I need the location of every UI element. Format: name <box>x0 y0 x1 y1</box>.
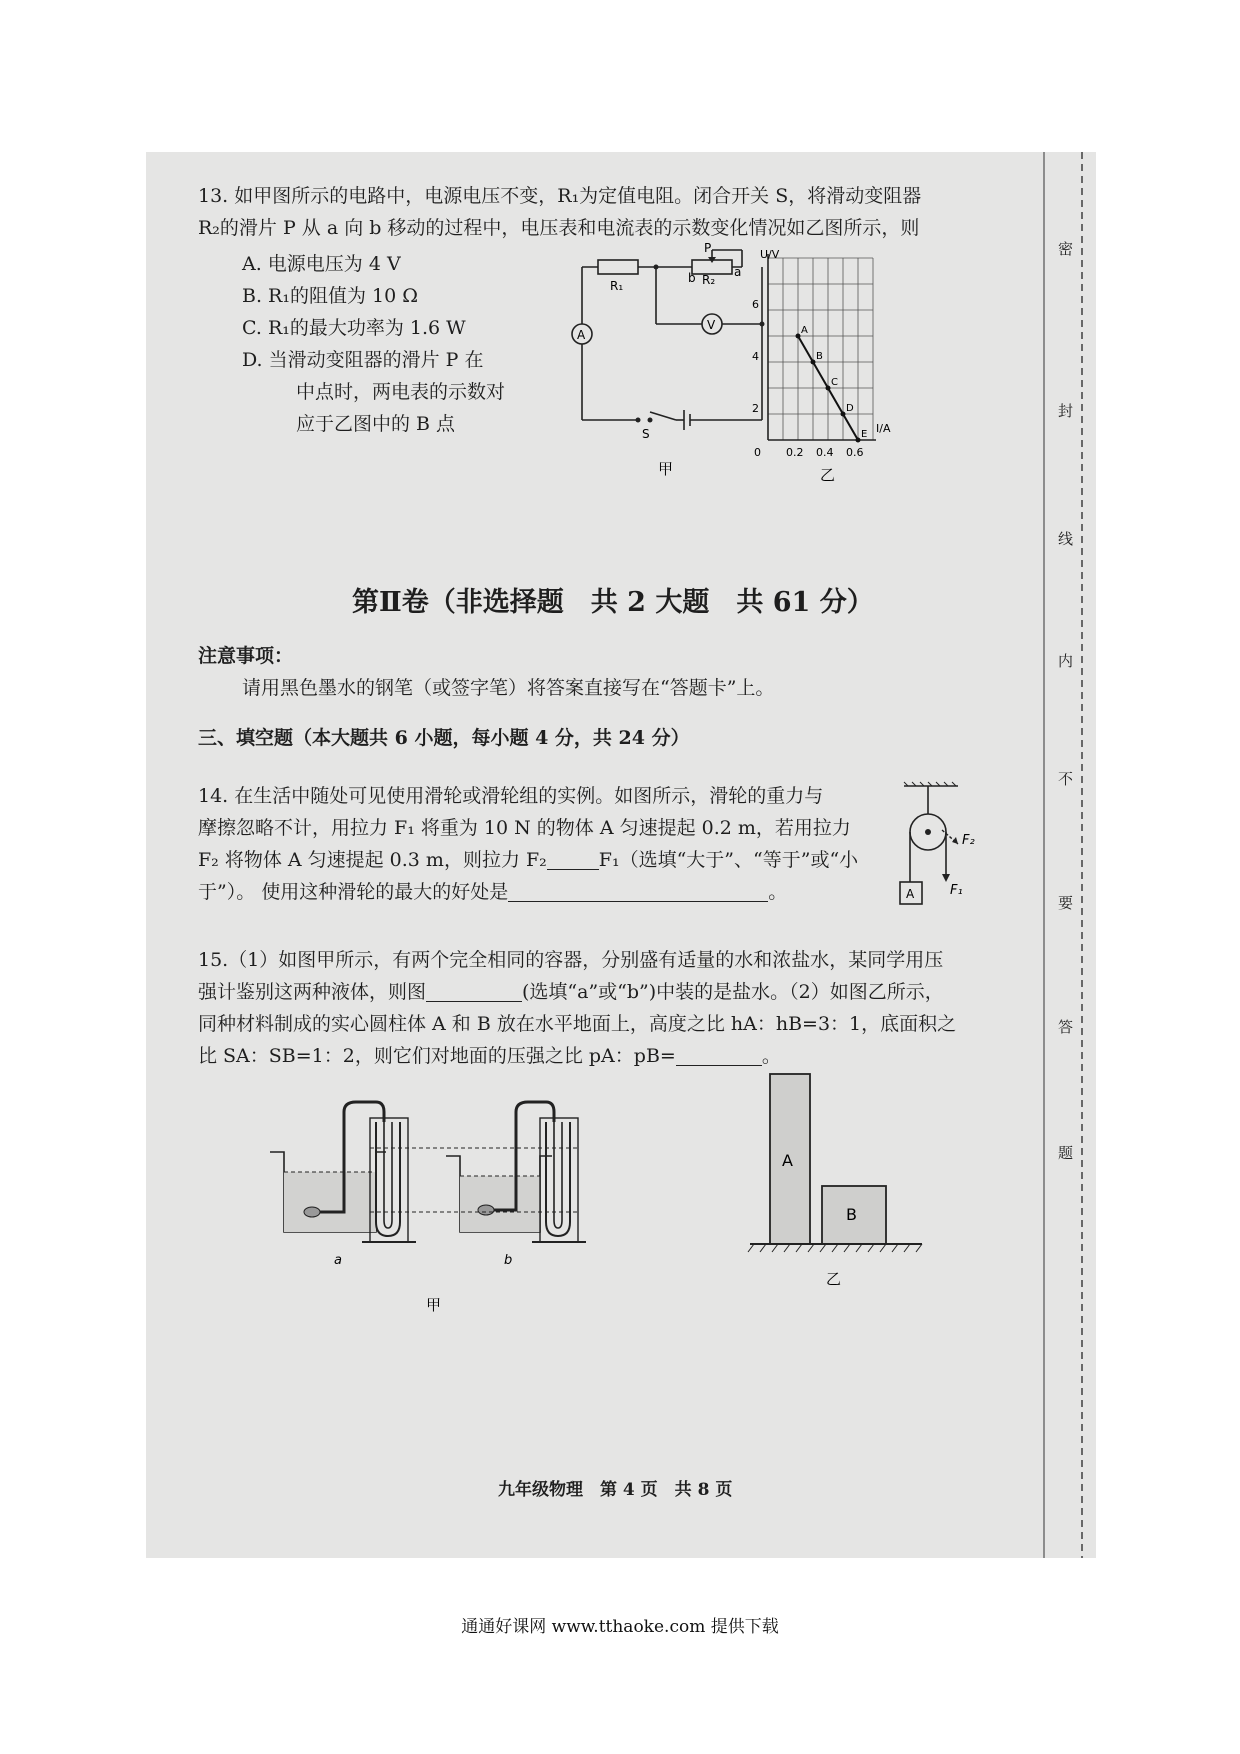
q14-line4-end: 。 <box>768 881 788 903</box>
q14-line1: 14. 在生活中随处可见使用滑轮或滑轮组的实例。如图所示，滑轮的重力与 <box>198 785 824 807</box>
graph-caption: 乙 <box>820 466 836 484</box>
binding-char-6: 要 <box>1058 894 1074 912</box>
data-point-c <box>826 386 831 391</box>
origin-label: 0 <box>754 446 761 459</box>
u-i-graph <box>736 244 916 484</box>
q14-blank-2[interactable] <box>508 881 768 902</box>
binding-char-5: 不 <box>1058 770 1074 788</box>
q15-line4-end: 。 <box>761 1045 781 1067</box>
q15-blank-2[interactable] <box>676 1045 762 1066</box>
data-point-b <box>811 360 816 365</box>
q15-line1: 15.（1）如图甲所示，有两个完全相同的容器，分别盛有适量的水和浓盐水，某同学用压 <box>198 949 944 971</box>
q14-line4-part1: 于”）。 使用这种滑轮的最大的好处是 <box>198 881 509 903</box>
ammeter-symbol: A <box>577 328 586 342</box>
y-tick-2: 2 <box>752 402 759 415</box>
section3-heading: 三、填空题（本大题共 6 小题，每小题 4 分，共 24 分） <box>198 727 690 749</box>
binding-char-4: 内 <box>1058 652 1074 670</box>
q14-line3 <box>198 844 858 876</box>
data-label-b: B <box>816 351 823 362</box>
x-tick-0-4: 0.4 <box>816 446 834 459</box>
binding-char-2: 封 <box>1058 402 1074 420</box>
q13-stem-line1: 13. 如甲图所示的电路中，电源电压不变，R₁为定值电阻。闭合开关 S，将滑动变阻器 <box>198 185 922 207</box>
q13-stem-line2: R₂的滑片 P 从 a 向 b 移动的过程中，电压表和电流表的示数变化情况如乙图所示，则 <box>198 217 920 239</box>
y-tick-6: 6 <box>752 298 759 311</box>
site-footer: 通通好课网 www.tthaoke.com 提供下载 <box>461 1617 779 1637</box>
q13-option-d-line3: 应于乙图中的 B 点 <box>296 413 456 435</box>
notice-heading: 注意事项： <box>198 645 294 667</box>
cylinder-b-label: B <box>846 1205 857 1224</box>
q13-option-a: A. 电源电压为 4 V <box>242 253 401 275</box>
q15-line2-part2: (选填“a”或“b”)中装的是盐水。（2）如图乙所示， <box>522 981 944 1003</box>
q15-line4 <box>198 1040 781 1072</box>
binding-strip <box>1036 152 1096 1558</box>
cylinders-figure <box>746 1072 946 1292</box>
q14-line3-part1: F₂ 将物体 A 匀速提起 0.3 m，则拉力 F₂ <box>198 849 547 871</box>
q15-line2-part1: 强计鉴别这两种液体，则图 <box>198 981 427 1003</box>
page-number-footer: 九年级物理 第 4 页 共 8 页 <box>498 1480 733 1500</box>
force-f2-label: F₂ <box>962 833 975 848</box>
q13-option-d-line2: 中点时，两电表的示数对 <box>296 381 506 403</box>
x-axis-label: I/A <box>876 422 891 435</box>
notice-body: 请用黑色墨水的钢笔（或签字笔）将答案直接写在“答题卡”上。 <box>242 677 775 699</box>
y-axis-label: U/V <box>760 248 780 261</box>
label-end-a: a <box>734 265 742 279</box>
q14-line2: 摩擦忽略不计，用拉力 F₁ 将重为 10 N 的物体 A 匀速提起 0.2 m，若用拉力 <box>198 817 851 839</box>
label-r1: R₁ <box>610 279 624 293</box>
circuit-caption: 甲 <box>658 460 674 478</box>
data-label-a: A <box>801 325 808 336</box>
data-label-d: D <box>846 403 854 414</box>
label-end-b: b <box>688 271 696 285</box>
data-point-a <box>796 334 801 339</box>
data-label-c: C <box>831 377 838 388</box>
force-f1-label: F₁ <box>950 883 963 898</box>
q15-blank-1[interactable] <box>426 981 522 1002</box>
y-tick-4: 4 <box>752 350 759 363</box>
cylinder-a-label: A <box>782 1151 793 1170</box>
part2-title: 第Ⅱ卷（非选择题 共 2 大题 共 61 分） <box>352 587 874 618</box>
pulley-block-label: A <box>906 887 915 901</box>
beaker-b-label: b <box>504 1253 513 1268</box>
pulley-figure <box>898 782 1008 912</box>
q13-option-c: C. R₁的最大功率为 1.6 W <box>242 317 466 339</box>
q15-line2 <box>198 976 944 1008</box>
beaker-a-label: a <box>334 1253 342 1268</box>
q15-line3: 同种材料制成的实心圆柱体 A 和 B 放在水平地面上，高度之比 hA：hB=3：1，底面积之 <box>198 1013 957 1035</box>
exam-page <box>146 152 1096 1558</box>
voltmeter-symbol: V <box>707 318 716 332</box>
q14-line3-part2: F₁（选填“大于”、“等于”或“小 <box>598 849 859 871</box>
q13-option-d-line1: D. 当滑动变阻器的滑片 P 在 <box>242 349 484 371</box>
binding-char-3: 线 <box>1058 530 1074 548</box>
data-point-e <box>856 438 861 443</box>
data-label-e: E <box>861 429 868 440</box>
figure-yi-caption: 乙 <box>826 1270 842 1288</box>
x-tick-0-2: 0.2 <box>786 446 804 459</box>
binding-char-8: 题 <box>1058 1144 1074 1162</box>
q14-blank-1[interactable] <box>547 849 599 870</box>
label-switch-s: S <box>642 427 650 441</box>
figure-jia-caption: 甲 <box>426 1296 442 1314</box>
q15-line4-part1: 比 SA：SB=1：2，则它们对地面的压强之比 pA：pB= <box>198 1045 676 1067</box>
data-point-d <box>841 412 846 417</box>
binding-char-7: 答 <box>1058 1018 1074 1036</box>
binding-char-1: 密 <box>1058 240 1074 258</box>
x-tick-0-6: 0.6 <box>846 446 864 459</box>
label-slider-p: P <box>704 241 712 255</box>
q13-option-b: B. R₁的阻值为 10 Ω <box>242 285 418 307</box>
pressure-gauge-figure <box>266 1112 626 1352</box>
q14-line4 <box>198 876 787 908</box>
label-r2: R₂ <box>702 273 716 287</box>
